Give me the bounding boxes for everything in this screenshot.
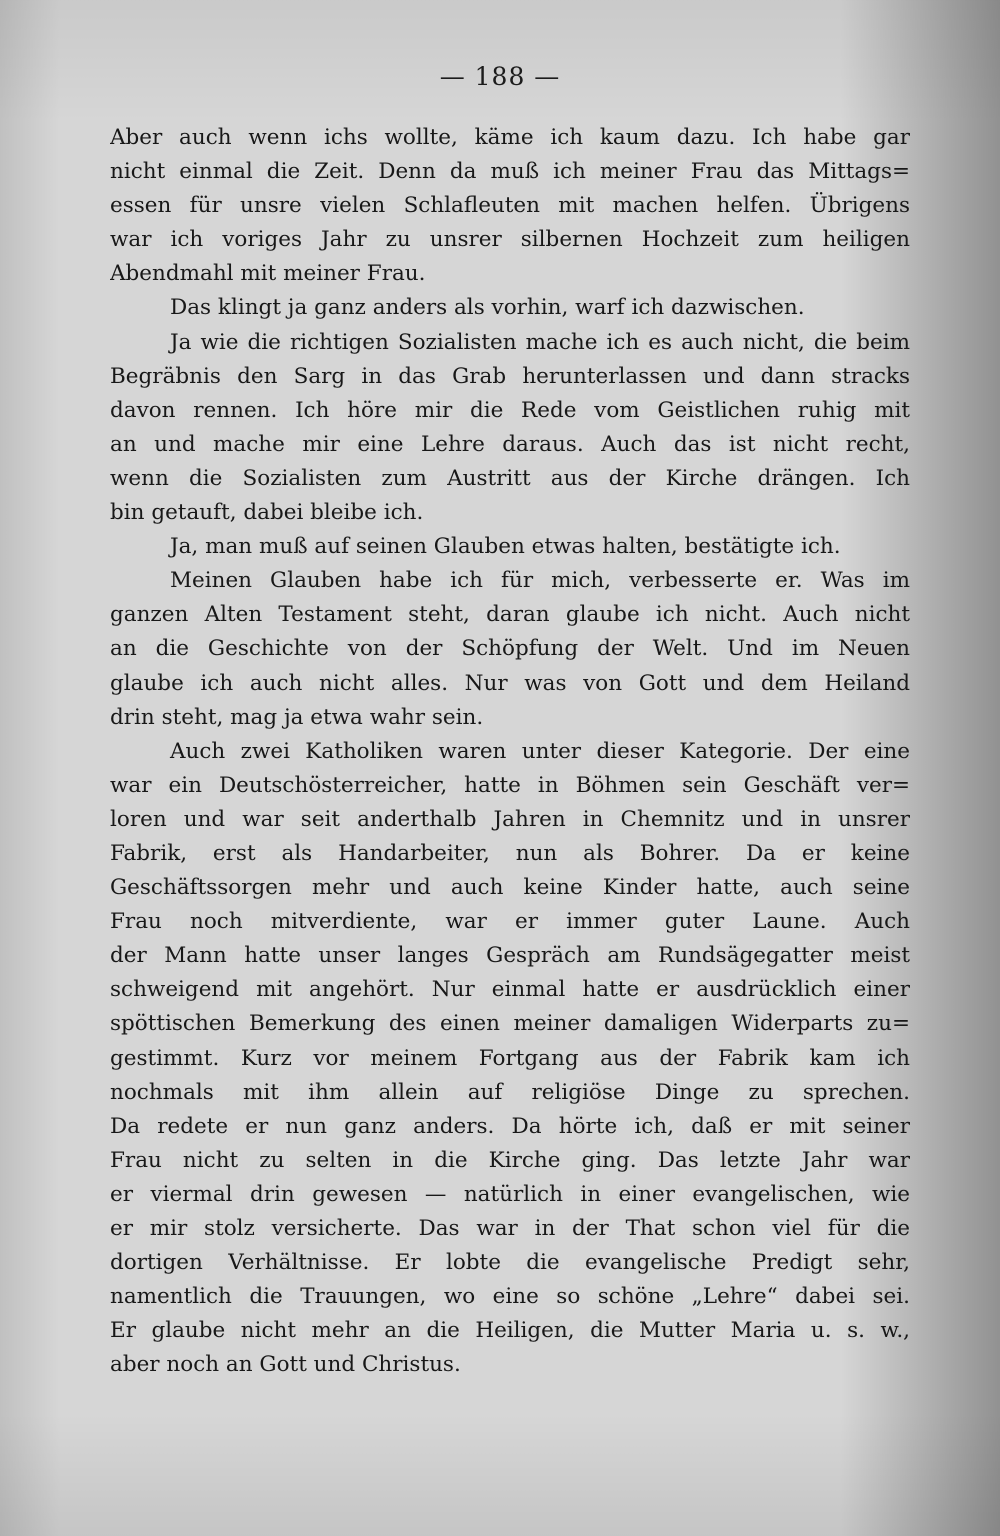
text-line: Geschäftssorgen mehr und auch keine Kinder hatte, auch seine	[110, 875, 910, 901]
text-line: nicht einmal die Zeit. Denn da muß ich meiner Frau das Mittags=	[110, 159, 910, 185]
text-line: Ja, man muß auf seinen Glauben etwas halten, bestätigte ich.	[170, 534, 841, 560]
text-line: Ja wie die richtigen Sozialisten mache ich es auch nicht, die beim	[170, 329, 910, 355]
text-line: namentlich die Trauungen, wo eine so schöne „Lehre“ dabei sei.	[110, 1284, 910, 1310]
text-line: Begräbnis den Sarg in das Grab herunterlassen und dann stracks	[110, 363, 910, 389]
text-line: Er glaube nicht mehr an die Heiligen, die Mutter Maria u. s. w.,	[110, 1318, 910, 1344]
text-line: Frau noch mitverdiente, war er immer guter Laune. Auch	[110, 909, 910, 935]
text-line: gestimmt. Kurz vor meinem Fortgang aus der Fabrik kam ich	[110, 1045, 910, 1071]
text-line: davon rennen. Ich höre mir die Rede vom Geistlichen ruhig mit	[110, 397, 910, 423]
text-line: an und mache mir eine Lehre daraus. Auch das ist nicht recht,	[110, 431, 910, 457]
text-line: er mir stolz versicherte. Das war in der That schon viel für die	[110, 1216, 910, 1241]
text-line: wenn die Sozialisten zum Austritt aus der Kirche drängen. Ich	[110, 465, 910, 491]
text-line: Abendmahl mit meiner Frau.	[110, 261, 426, 287]
text-line: Meinen Glauben habe ich für mich, verbesserte er. Was im	[170, 568, 910, 594]
text-line: loren und war seit anderthalb Jahren in Chemnitz und in unsrer	[110, 806, 910, 832]
text-line: der Mann hatte unser langes Gespräch am Rundsägegatter meist	[110, 943, 910, 969]
text-line: an die Geschichte von der Schöpfung der Welt. Und im Neuen	[110, 636, 910, 662]
text-line: war ein Deutschösterreicher, hatte in Böhmen sein Geschäft ver=	[110, 772, 910, 798]
text-line: ganzen Alten Testament steht, daran glaube ich nicht. Auch nicht	[110, 602, 910, 628]
text-line: war ich voriges Jahr zu unsrer silbernen Hochzeit zum heiligen	[110, 227, 910, 253]
text-line: er viermal drin gewesen — natürlich in einer evangelischen, wie	[110, 1181, 910, 1207]
text-line: Frau nicht zu selten in die Kirche ging. Das letzte Jahr war	[110, 1147, 910, 1173]
body-text	[110, 121, 910, 1382]
text-line: Fabrik, erst als Handarbeiter, nun als Bohrer. Da er keine	[110, 840, 910, 866]
text-line: aber noch an Gott und Christus.	[110, 1352, 461, 1378]
text-line: nochmals mit ihm allein auf religiöse Dinge zu sprechen.	[110, 1079, 910, 1105]
text-line: Auch zwei Katholiken waren unter dieser Kategorie. Der eine	[170, 738, 910, 764]
text-line: drin steht, mag ja etwa wahr sein.	[110, 704, 484, 730]
text-line: bin getauft, dabei bleibe ich.	[110, 500, 424, 526]
text-line: spöttischen Bemerkung des einen meiner damaligen Widerparts zu=	[110, 1011, 910, 1037]
page-number: — 188 —	[439, 62, 561, 91]
text-line: dortigen Verhältnisse. Er lobte die evangelische Predigt sehr,	[110, 1250, 910, 1276]
text-line: Das klingt ja ganz anders als vorhin, warf ich dazwischen.	[170, 295, 805, 321]
text-line: Aber auch wenn ichs wollte, käme ich kaum dazu. Ich habe gar	[110, 125, 910, 150]
text-line: essen für unsre vielen Schlafleuten mit machen helfen. Übrigens	[110, 193, 910, 219]
text-line: Da redete er nun ganz anders. Da hörte ich, daß er mit seiner	[110, 1113, 910, 1139]
text-line: schweigend mit angehört. Nur einmal hatte er ausdrücklich einer	[110, 977, 910, 1003]
text-line: glaube ich auch nicht alles. Nur was von Gott und dem Heiland	[110, 670, 910, 696]
